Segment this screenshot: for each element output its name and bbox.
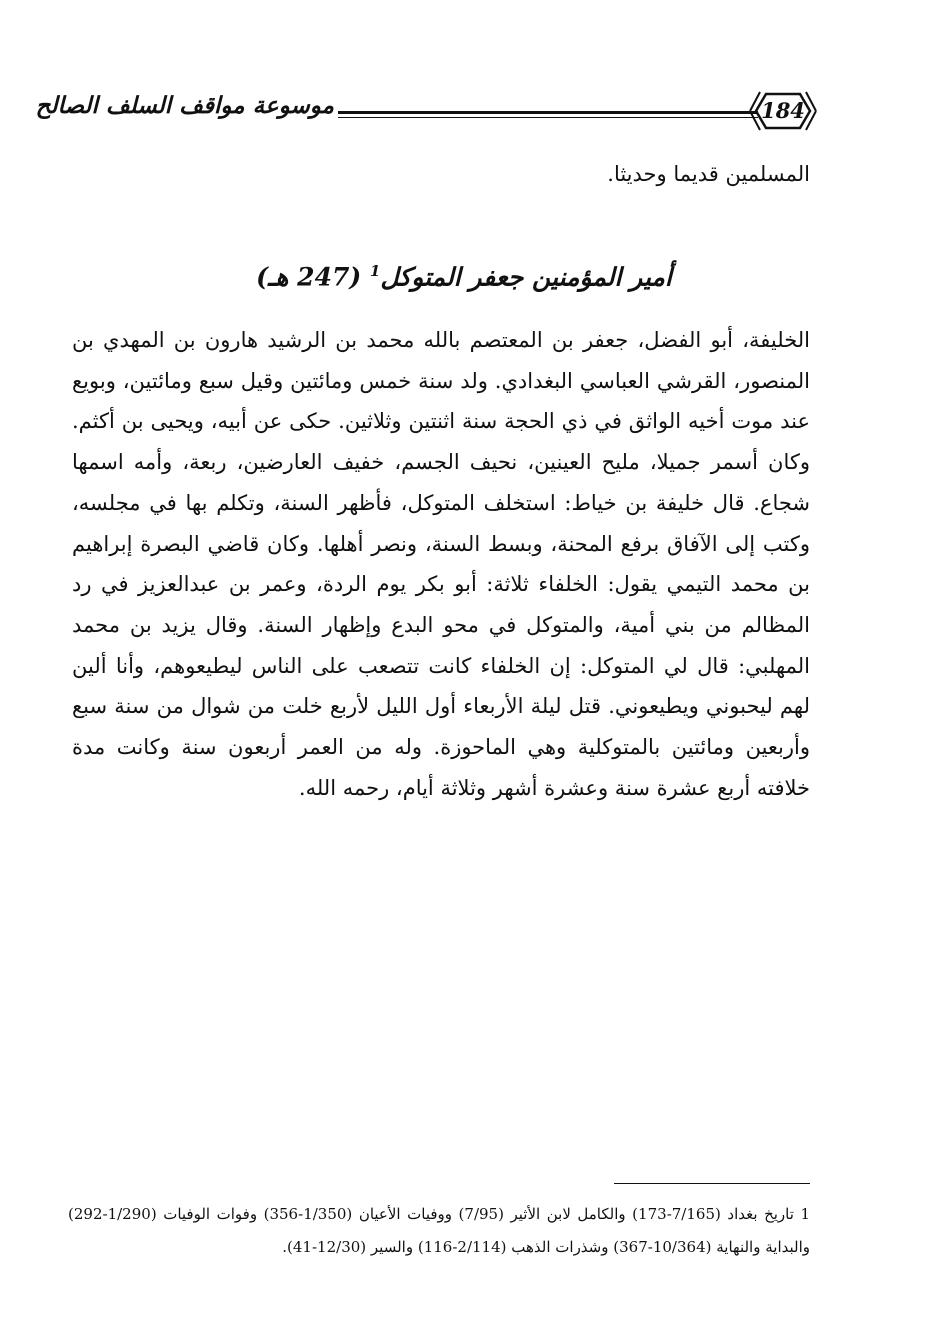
page-number: 184 [761, 98, 805, 123]
section-heading [0, 262, 928, 291]
intro-line: المسلمين قديما وحديثا. [607, 162, 810, 186]
book-title: موسوعة مواقف السلف الصالح [35, 92, 334, 119]
footnote: 1 تاريخ بغداد (7/165-173) والكامل لابن الأثير (7/95) ووفيات الأعيان (1/350-356) وفوات الوفيات (1/290-292) والبداية والنهاية (10/364-367) وشذرات الذهب (2/114-116) والسير (12/30-41). [68, 1205, 810, 1256]
page-number-badge [748, 90, 818, 132]
header-rule-thick [338, 111, 758, 114]
heading-date: (247 هـ) [256, 262, 362, 292]
page-header [35, 82, 810, 146]
footnote-divider [614, 1183, 810, 1184]
footnote-ref: 1 [369, 262, 381, 280]
heading-text: أمير المؤمنين جعفر المتوكل [380, 262, 672, 292]
header-rule-thin [338, 117, 758, 118]
body-paragraph: الخليفة، أبو الفضل، جعفر بن المعتصم بالله محمد بن الرشيد هارون بن المهدي بن المنصور، القرشي العباسي البغدادي. ولد سنة خمس ومائتين وقيل سبع ومائتين، وبويع عند موت أخيه الواثق في ذي الحجة سنة اثنتين وثلاثين. حكى عن أبيه، ويحيى بن أكثم. وكان أسمر جميلا، مليح العينين، نحيف الجسم، خفيف العارضين، ربعة، وأمه اسمها شجاع. قال خليفة بن خياط: استخلف المتوكل، فأظهر السنة، وتكلم بها في مجلسه، وكتب إلى الآفاق برفع المحنة، وبسط السنة، ونصر أهلها. وكان قاضي البصرة إبراهيم بن محمد التيمي يقول: الخلفاء ثلاثة: أبو بكر يوم الردة، وعمر بن عبدالعزيز في رد المظالم من بني أمية، والمتوكل في محو البدع وإظهار السنة. وقال يزيد بن محمد المهلبي: قال لي المتوكل: إن الخلفاء كانت تتصعب على الناس ليطيعوهم، وأنا ألين لهم ليحبوني ويطيعوني. قتل ليلة الأربعاء أول الليل لأربع خلت من شوال من سنة سبع وأربعين ومائتين بالمتوكلية وهي الماحوزة. وله من العمر أربعون سنة وكانت مدة خلافته أربع عشرة سنة وعشرة أشهر وثلاثة أيام، رحمه الله. [72, 328, 810, 800]
